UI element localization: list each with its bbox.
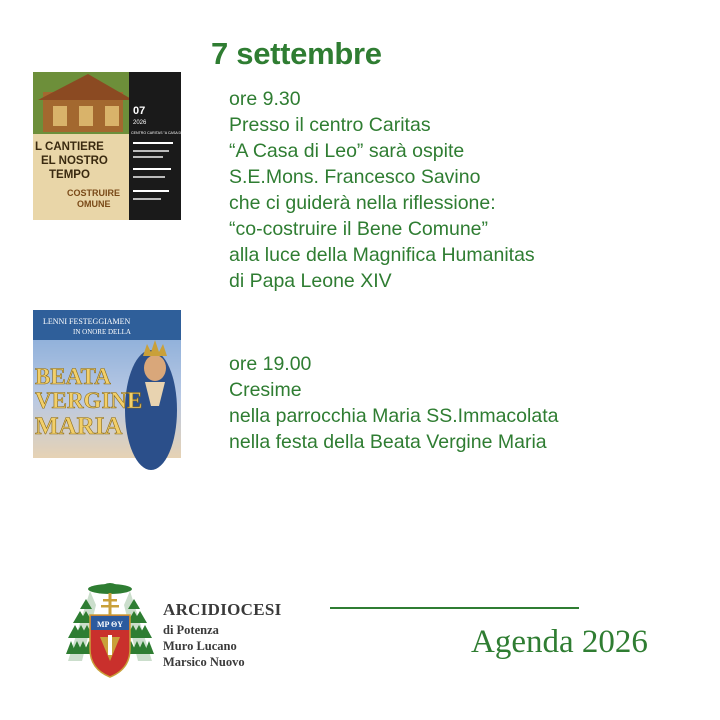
poster-subtitle-line-2: OMUNE	[77, 199, 111, 209]
date-title: 7 settembre	[211, 36, 382, 71]
event-2-line: nella festa della Beata Vergine Maria	[229, 431, 547, 453]
event-1-line: Presso il centro Caritas	[229, 114, 431, 136]
event-1-description	[229, 86, 535, 294]
beata-vergine-poster-image	[33, 310, 181, 458]
poster-title-line-2: VERGINE	[35, 388, 143, 413]
poster-title-line-2: EL NOSTRO	[41, 155, 108, 167]
event-1-line: di Papa Leone XIV	[229, 270, 392, 292]
poster-title-line-1: BEATA	[35, 364, 111, 389]
poster-title-line-3: MARIA	[35, 413, 123, 440]
event-2-line: nella parrocchia Maria SS.Immacolata	[229, 405, 559, 427]
poster-title-line-3: TEMPO	[49, 169, 90, 181]
org-line: Marsico Nuovo	[163, 655, 245, 669]
svg-text:MP ΘY: MP ΘY	[97, 620, 123, 629]
org-line: Muro Lucano	[163, 639, 237, 653]
poster-header-line-2: IN ONORE DELLA	[73, 328, 131, 336]
poster-title-line-1: L CANTIERE	[35, 141, 104, 153]
event-1-line: “A Casa di Leo” sarà ospite	[229, 140, 465, 162]
event-1-line: che ci guiderà nella riflessione:	[229, 192, 496, 214]
org-line: di Potenza	[163, 623, 219, 637]
agenda-title: Agenda 2026	[471, 624, 648, 660]
event-2-thumbnail[interactable]	[33, 310, 181, 458]
poster-side-date: 07	[133, 105, 146, 117]
event-1-line: alla luce della Magnifica Humanitas	[229, 244, 535, 266]
event-1-thumbnail[interactable]	[33, 72, 192, 220]
event-2-line: Cresime	[229, 379, 302, 401]
event-2-description	[229, 351, 558, 455]
archdiocese-coat-of-arms-icon	[66, 575, 154, 687]
poster-side-year: 2026	[133, 120, 147, 126]
event-1-line: S.E.Mons. Francesco Savino	[229, 166, 481, 188]
event-1-time: ore 9.30	[229, 88, 301, 110]
poster-subtitle-line-1: COSTRUIRE	[67, 188, 121, 198]
event-2-time: ore 19.00	[229, 353, 312, 375]
org-name: ARCIDIOCESI	[163, 600, 282, 619]
poster-side-title: CENTRO CARITAS "A CASA DI LEO"	[131, 131, 192, 135]
poster-header-line-1: LENNI FESTEGGIAMEN	[43, 317, 131, 326]
event-1-line: “co-costruire il Bene Comune”	[229, 218, 489, 240]
divider-line	[330, 607, 579, 609]
cantiere-poster-image	[33, 72, 192, 220]
org-location-lines	[163, 622, 245, 670]
